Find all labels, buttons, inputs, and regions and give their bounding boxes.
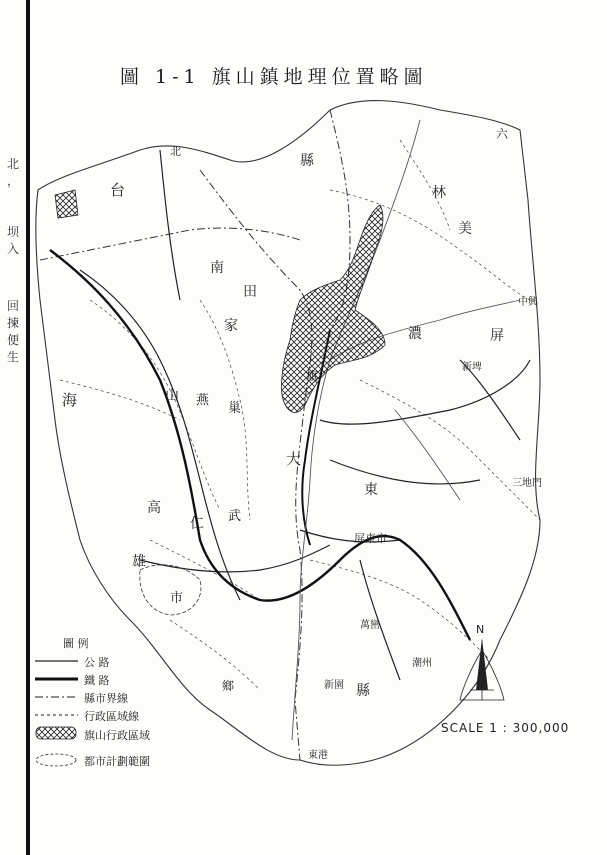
- label-da: 大: [286, 450, 302, 468]
- county-boundary: [40, 228, 300, 260]
- margin-char: 生: [6, 350, 19, 364]
- label-donggang: 東港: [308, 750, 328, 761]
- label-liu: 六: [496, 127, 509, 141]
- label-xian2: 縣: [356, 683, 370, 699]
- label-chao: 巢: [228, 401, 242, 416]
- label-xiang: 鄉: [222, 679, 235, 693]
- margin-char: ，: [6, 174, 19, 188]
- legend-item-urban: 都市計劃範圍: [84, 755, 150, 768]
- label-nong: 濃: [408, 326, 422, 342]
- margin-char: 回: [6, 299, 19, 313]
- rivers: [292, 120, 520, 740]
- legend-item-road: 公 路: [84, 656, 110, 669]
- urban-plan-area: [140, 565, 201, 615]
- label-xinyuan: 新園: [324, 680, 344, 691]
- label-north-town: 北: [170, 145, 181, 158]
- label-xian: 縣: [300, 153, 314, 169]
- label-yan: 燕: [196, 393, 210, 408]
- margin-char: 坝: [6, 225, 19, 239]
- north-label: N: [476, 623, 485, 636]
- label-wu: 武: [228, 509, 242, 524]
- label-jia: 家: [224, 318, 238, 334]
- label-pingdong-city: 屏東市: [354, 532, 387, 545]
- legend-item-hatch: 旗山行政區域: [84, 729, 150, 742]
- label-ren: 仁: [190, 516, 204, 532]
- label-nan: 南: [210, 260, 224, 276]
- label-wanluan: 萬巒: [360, 620, 380, 631]
- map-title: 圖 1-1 旗山鎮地理位置略圖: [120, 66, 428, 88]
- label-hai: 海: [62, 391, 78, 409]
- legend-item-county: 縣市界線: [84, 692, 128, 705]
- map-labels: [62, 127, 542, 761]
- label-dong: 東: [364, 482, 378, 498]
- label-mei: 美: [458, 221, 472, 237]
- label-shan: 山: [165, 388, 179, 404]
- scale-label: SCALE 1 : 300,000: [441, 721, 570, 735]
- label-chaozhou: 潮州: [412, 658, 432, 669]
- railway: [50, 250, 470, 640]
- margin-char: 入: [6, 242, 19, 256]
- label-gao: 高: [147, 500, 161, 516]
- margin-char: 便: [6, 333, 19, 347]
- label-xinpi: 新埤: [462, 362, 482, 373]
- label-qi: 旗: [306, 369, 319, 383]
- legend-item-admin: 行政區域線: [84, 710, 139, 723]
- margin-char: 揀: [6, 316, 19, 330]
- label-tian: 田: [243, 284, 257, 300]
- label-tai: 台: [110, 181, 126, 199]
- legend-title: 圖 例: [63, 637, 89, 650]
- label-ping: 屏: [490, 328, 504, 344]
- legend-item-railway: 鐵 路: [84, 674, 110, 687]
- label-lin: 林: [432, 185, 446, 201]
- legend-symbols: [35, 661, 78, 766]
- coastline: [36, 101, 540, 766]
- qishan-admin-area: [282, 205, 385, 412]
- label-zhongxing: 中興: [518, 297, 538, 308]
- label-shi: 市: [170, 591, 184, 606]
- tainan-city-area: [55, 190, 78, 218]
- label-sanmen: 三地門: [512, 478, 542, 489]
- label-xiong: 雄: [132, 554, 146, 570]
- margin-char: 北: [6, 157, 19, 171]
